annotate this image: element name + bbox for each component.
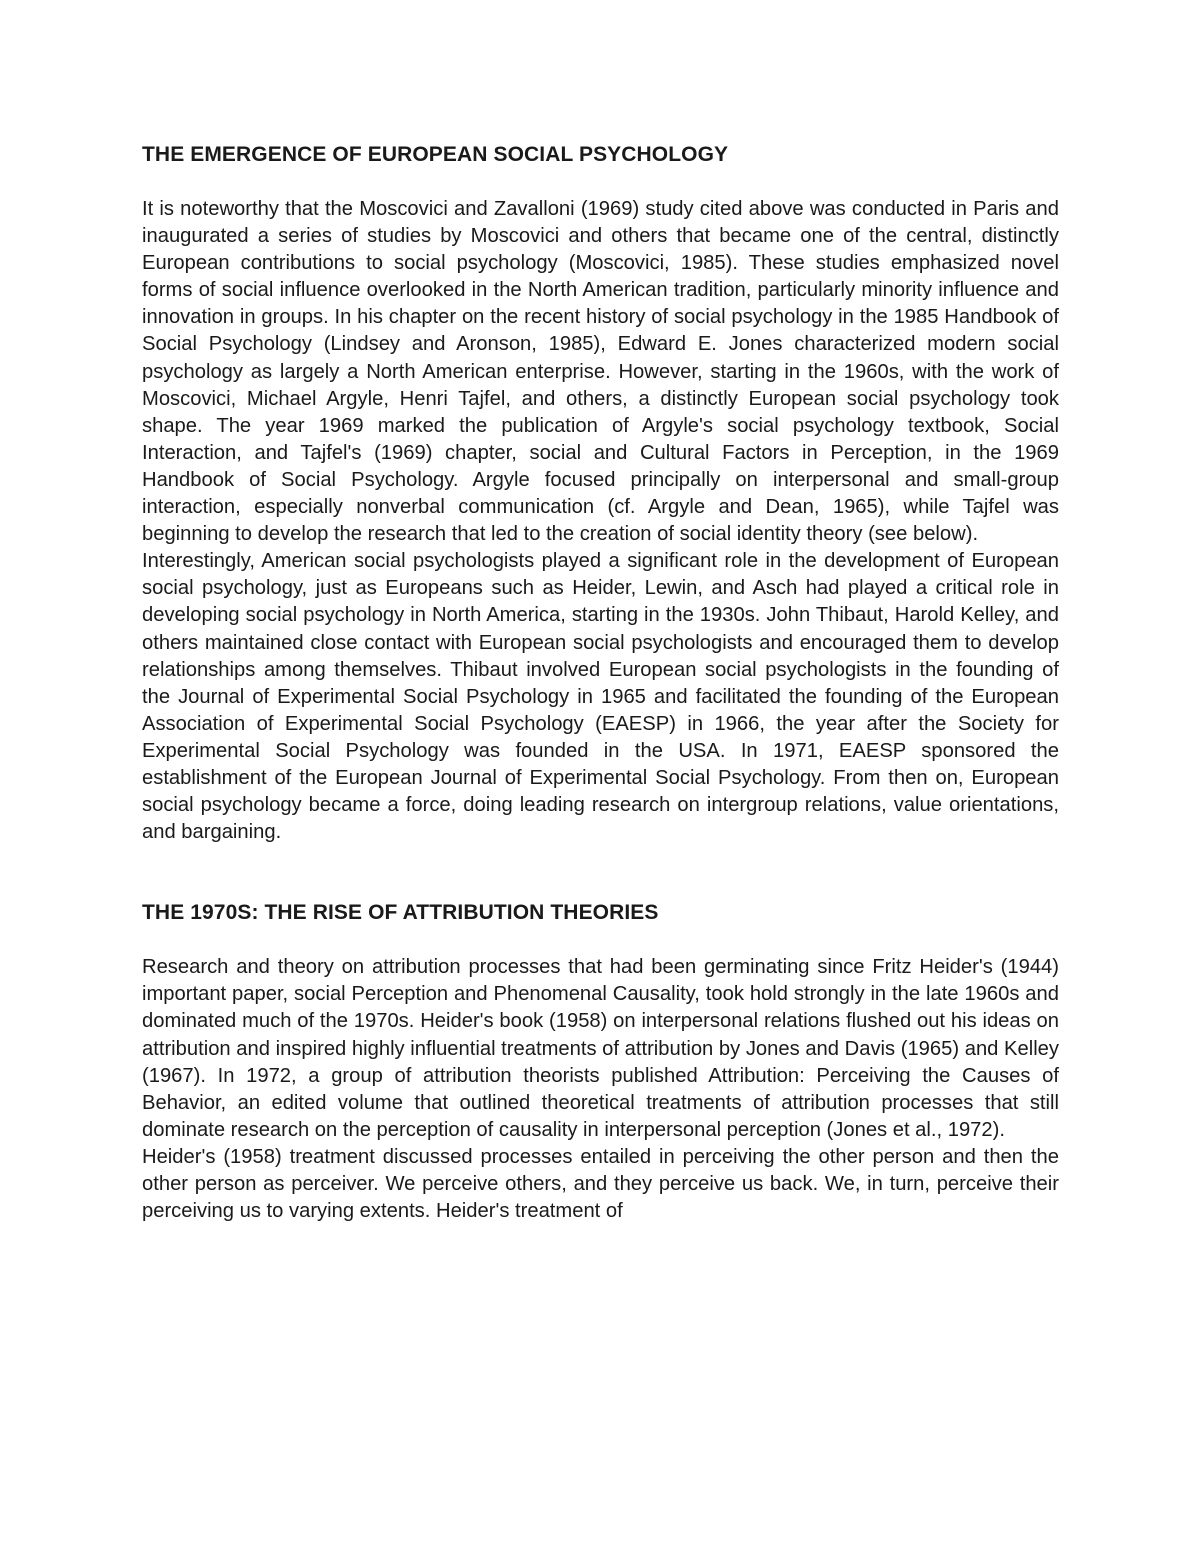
document-page: [142, 141, 1059, 1225]
paragraph-attribution-1: Research and theory on attribution processes that had been germinating since Fritz Heider's (1944) important paper, social Perception and Phenomenal Causality, took hold strongly in the late 1960s and dominated much of the 1970s. Heider's book (1958) on interpersonal relations flushed out his ideas on attribution and inspired highly influential treatments of attribution by Jones and Davis (1965) and Kelley (1967). In 1972, a group of attribution theorists published Attribution: Perceiving the Causes of Behavior, an edited volume that outlined theoretical treatments of attribution processes that still dominate research on the perception of causality in interpersonal perception (Jones et al., 1972).: [142, 956, 1059, 1141]
paragraph-european-1: It is noteworthy that the Moscovici and Zavalloni (1969) study cited above was conducted in Paris and inaugurated a series of studies by Moscovici and others that became one of the central, distinctly European contributions to social psychology (Moscovici, 1985). These studies emphasized novel forms of social influence overlooked in the North American tradition, particularly minority influence and innovation in groups. In his chapter on the recent history of social psychology in the 1985 Handbook of Social Psychology (Lindsey and Aronson, 1985), Edward E. Jones characterized modern social psychology as largely a North American enterprise. However, starting in the 1960s, with the work of Moscovici, Michael Argyle, Henri Tajfel, and others, a distinctly European social psychology took shape. The year 1969 marked the publication of Argyle's social psychology textbook, Social Interaction, and Tajfel's (1969) chapter, social and Cultural Factors in Perception, in the 1969 Handbook of Social Psychology. Argyle focused principally on interpersonal and small-group interaction, especially nonverbal communication (cf. Argyle and Dean, 1965), while Tajfel was beginning to develop the research that led to the creation of social identity theory (see below).: [142, 198, 1059, 546]
paragraph-attribution-2: Heider's (1958) treatment discussed processes entailed in perceiving the other person and then the other person as perceiver. We perceive others, and they perceive us back. We, in turn, perceive their perceiving us to varying extents. Heider's treatment of: [142, 1145, 1059, 1223]
section-heading-attribution: THE 1970S: THE RISE OF ATTRIBUTION THEORIES: [142, 901, 659, 925]
paragraph-european-2: Interestingly, American social psychologists played a significant role in the development of European social psychology, just as Europeans such as Heider, Lewin, and Asch had played a critical role in developing social psychology in North America, starting in the 1930s. John Thibaut, Harold Kelley, and others maintained close contact with European social psychologists and encouraged them to develop relationships among themselves. Thibaut involved European social psychologists in the founding of the Journal of Experimental Social Psychology in 1965 and facilitated the founding of the European Association of Experimental Social Psychology (EAESP) in 1966, the year after the Society for Experimental Social Psychology was founded in the USA. In 1971, EAESP sponsored the establishment of the European Journal of Experimental Social Psychology. From then on, European social psychology became a force, doing leading research on intergroup relations, value orientations, and bargaining.: [142, 550, 1059, 844]
section-heading-european: THE EMERGENCE OF EUROPEAN SOCIAL PSYCHOLOGY: [142, 143, 729, 166]
